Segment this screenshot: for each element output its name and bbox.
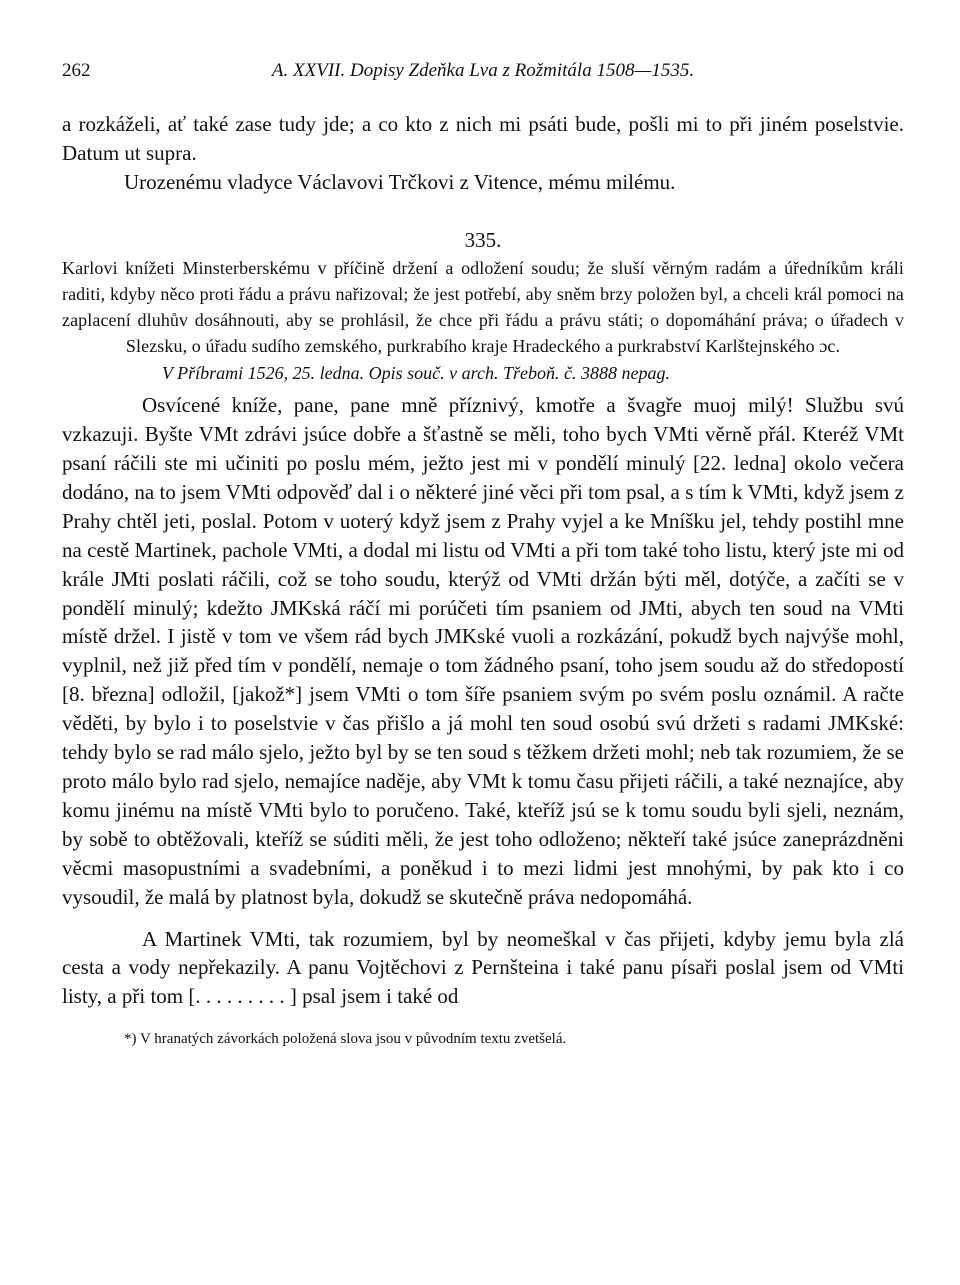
book-page <box>62 60 904 1064</box>
running-head <box>62 60 904 90</box>
continuation-text: a rozkáželi, ať také zase tudy jde; a co kto z nich mi psáti bude, pošli mi to při jiném poselstvie. Datum ut supra. <box>62 112 904 165</box>
document-number: 335. <box>464 228 502 253</box>
document-regest: Karlovi knížeti Minsterberskému v příčině držení a odložení soudu; že sluší věrným radám a úředníkům králi raditi, kdyby něco proti řádu a právu nařizoval; že jest potřebí, aby sněm brzy položen byl, a chceli král pomoci na zaplacení dluhův dosáhnouti, aby se prohlásil, že chce při řádu a právu státi; o dopomáhání práva; o úřadech v Slezsku, o úřadu sudího zemského, purkrabího kraje Hradeckého a purkrabství Karlštejnského ɔc. <box>62 258 904 357</box>
running-title: A. XXVII. Dopisy Zdeňka Lva z Rožmitála 1508—1535. <box>271 60 695 81</box>
page-number: 262 <box>62 60 91 81</box>
letter-paragraph: Osvícené kníže, pane, pane mně příznivý, kmotře a švagře muoj milý! Službu svú vzkazuji. Byšte VMt zdrávi jsúce dobře a šťastně se měli, toho bych VMti věrně přál. Kteréž VMt psaní ráčili ste mi učiniti po poslu mém, ježto jest mi v pondělí minulý [22. ledna] okolo večera dodáno, na to jsem VMti odpověď dal i o některé jiné věci při tom psal, a s tím k VMti, když jsem z Prahy chtěl jeti, poslal. Potom v uoterý když jsem z Prahy vyjel a ke Mníšku jel, tehdy postihl mne na cestě Martinek, pachole VMti, a dodal mi listu od VMti a při tom také toho listu, který jste mi od krále JMti poslati ráčili, což se toho soudu, kterýž od VMti držán býti měl, dotýče, a začíti se v pondělí minulý; kdežto JMKská ráčí mi porúčeti tím psaniem od JMti, abych ten soud na VMti místě držel. I jistě v tom ve všem rád bych JMKské vuoli a rozkázání, pokudž bych najvýše mohl, vyplnil, než již před tím v pondělí, nemaje o tom žádného psaní, toho jsem soudu až do středopostí [8. března] odložil, [jakož*] jsem VMti o tom šíře psaniem svým po svém poslu oznámil. A račte věděti, by bylo i to poselstvie v čas přišlo a já mohl ten soud osobú svú držeti s radami JMKské: tehdy bylo se rad málo sjelo, ježto byl by se ten soud s těžkem držeti mohl; neb tak rozumiem, že se proto málo bylo rad sjelo, nemajíce naděje, aby VMt k tomu času přijeti ráčili, a také neznajíce, aby komu jinému na místě VMti bylo to poručeno. Také, kteříž jsú se k tomu soudu byli sjeli, neznám, by sobě to obtěžovali, kteříž se súditi měli, že jest toho odloženo; někteří také jsúce zaneprázdněni věcmi masopustními a svadebními, a poněkud i to mezi lidmi jest mnohými, by pak kto i co vysoudil, že malá by platnost byla, dokudž se skutečně práva nedopomáhá. <box>62 393 904 909</box>
letter-paragraph: A Martinek VMti, tak rozumiem, byl by neomeškal v čas přijeti, kdyby jemu byla zlá cesta a vody nepřekazily. A panu Vojtěchovi z Pernšteina i také panu písaři poslal jsem od VMti listy, a při tom [. . . . . . . . . ] psal jsem i také od <box>62 926 904 1009</box>
document-source: V Příbrami 1526, 25. ledna. Opis souč. v arch. Třeboň. č. 3888 nepag. <box>162 363 670 384</box>
footnote: *) V hranatých závorkách položená slova jsou v původním textu zvetšelá. <box>124 1031 567 1048</box>
body-text <box>62 110 904 1011</box>
letter-address: Urozenému vladyce Václavovi Trčkovi z Vitence, mému milému. <box>124 169 676 194</box>
